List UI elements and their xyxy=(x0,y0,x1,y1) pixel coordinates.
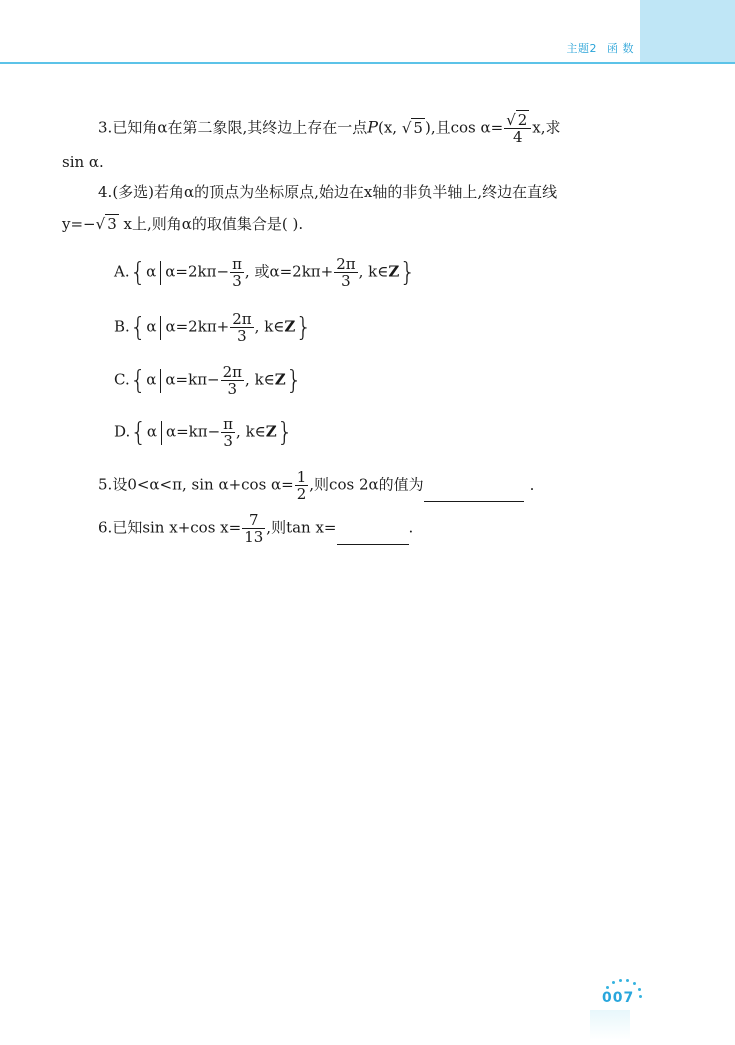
option-fraction-2 xyxy=(334,256,357,289)
option-d xyxy=(114,416,293,449)
question-6-end: . xyxy=(408,518,414,537)
question-5 xyxy=(98,469,534,502)
point-args: (x, xyxy=(377,118,402,137)
page-number-text: 007 xyxy=(602,990,635,1006)
question-4-number: 4. xyxy=(98,183,113,201)
option-c xyxy=(114,364,302,397)
frac-num: 2π xyxy=(222,363,243,381)
left-brace: { xyxy=(130,417,147,448)
option-letter: C. xyxy=(114,370,130,389)
frac-num: 1 xyxy=(296,468,307,486)
point-close: ) xyxy=(424,118,431,137)
option-expr: α=2kπ+ xyxy=(165,317,230,336)
right-brace: } xyxy=(285,365,303,396)
left-brace: { xyxy=(129,312,147,343)
alpha: α xyxy=(146,262,157,281)
left-brace: { xyxy=(129,257,147,288)
question-3-text: 已知角α在第二象限,其终边上存在一点 xyxy=(112,118,368,137)
frac-num: 7 xyxy=(242,512,265,529)
set-z: Z xyxy=(388,262,400,281)
option-fraction xyxy=(221,416,235,449)
set-bar xyxy=(160,369,161,393)
question-4-text: (多选)若角α的顶点为坐标原点,始边在x轴的非负半轴上,终边在直线 xyxy=(112,183,558,201)
corner-fade xyxy=(590,1010,630,1040)
question-5-end: . xyxy=(529,475,535,494)
sqrt-5-radicand: 5 xyxy=(413,118,423,137)
answer-blank[interactable] xyxy=(424,485,524,502)
frac-den: 2 xyxy=(296,485,307,503)
frac-num: 2 xyxy=(517,111,528,129)
set-bar xyxy=(161,421,162,445)
question-6-text: 已知sin x+cos x= xyxy=(112,518,242,537)
frac-num: π xyxy=(223,415,234,433)
alpha: α xyxy=(146,370,157,389)
question-6-number: 6. xyxy=(98,518,113,537)
option-tail: , k∈ xyxy=(254,317,285,336)
fraction-7-over-13 xyxy=(242,512,265,545)
frac-den: 3 xyxy=(237,327,247,345)
frac-den: 4 xyxy=(512,128,523,146)
chapter-label: 函 数 xyxy=(607,42,634,55)
option-tail: , k∈ xyxy=(358,262,389,281)
fraction-sqrt2-over-4: $\frac{√ 2}{4}$ xyxy=(504,112,531,145)
option-letter: D. xyxy=(114,422,131,441)
option-expr: α=kπ− xyxy=(165,422,221,441)
sqrt-3: √ 3 xyxy=(95,215,117,233)
right-brace: } xyxy=(399,257,416,288)
frac-den: 3 xyxy=(232,272,242,290)
alpha: α xyxy=(146,317,157,336)
question-4-line2 xyxy=(62,214,303,234)
left-brace: { xyxy=(129,365,147,396)
sqrt-3-radicand: 3 xyxy=(107,215,117,233)
cos-condition: ,且cos α= xyxy=(430,118,504,137)
set-z: Z xyxy=(265,422,277,441)
set-bar xyxy=(160,261,161,285)
frac-den: 3 xyxy=(227,380,238,398)
option-letter: B. xyxy=(114,317,130,336)
question-4 xyxy=(98,182,557,202)
header-rule xyxy=(0,62,735,64)
line-eq-pre: y=− xyxy=(62,215,96,233)
right-brace: } xyxy=(295,312,312,343)
frac-num: π xyxy=(232,255,242,273)
option-fraction xyxy=(221,364,244,397)
question-3 xyxy=(98,112,561,145)
set-z: Z xyxy=(274,370,286,389)
frac-num: 2π xyxy=(232,310,252,328)
page-number xyxy=(596,974,646,1014)
line-eq-post: x上,则角α的取值集合是( ). xyxy=(118,215,304,233)
option-letter: A. xyxy=(114,262,130,281)
set-bar xyxy=(160,316,161,340)
fraction-1-over-2 xyxy=(295,469,309,502)
option-fraction xyxy=(230,256,244,289)
question-3-line2: sin α. xyxy=(62,153,104,171)
set-z: Z xyxy=(284,317,296,336)
answer-blank[interactable] xyxy=(337,528,409,545)
frac-num: 2π xyxy=(336,255,356,273)
question-3-number: 3. xyxy=(98,118,113,137)
header-tab xyxy=(640,0,735,64)
question-6-tail: ,则tan x= xyxy=(266,518,337,537)
option-fraction xyxy=(230,311,253,344)
right-brace: } xyxy=(276,417,294,448)
question-5-number: 5. xyxy=(98,475,113,494)
section-label: 主题2 xyxy=(566,42,597,55)
question-5-tail: ,则cos 2α的值为 xyxy=(309,475,424,494)
question-5-text: 设0<α<π, sin α+cos α= xyxy=(112,475,294,494)
option-a xyxy=(114,256,416,289)
frac-den: 3 xyxy=(341,272,351,290)
option-b xyxy=(114,311,312,344)
option-expr: α=2kπ− xyxy=(165,262,230,281)
running-head xyxy=(557,40,635,56)
frac-den: 3 xyxy=(223,432,233,450)
option-expr: α=kπ− xyxy=(165,370,220,389)
question-3-tail: x,求 xyxy=(532,118,561,137)
frac-den: 13 xyxy=(244,528,264,546)
option-mid: , 或α=2kπ+ xyxy=(244,262,334,281)
alpha: α xyxy=(146,422,157,441)
option-tail: , k∈ xyxy=(245,370,275,389)
option-tail: , k∈ xyxy=(236,422,266,441)
point-p: P xyxy=(367,117,378,137)
sqrt-5: √ 5 xyxy=(401,118,423,137)
question-6 xyxy=(98,512,413,545)
